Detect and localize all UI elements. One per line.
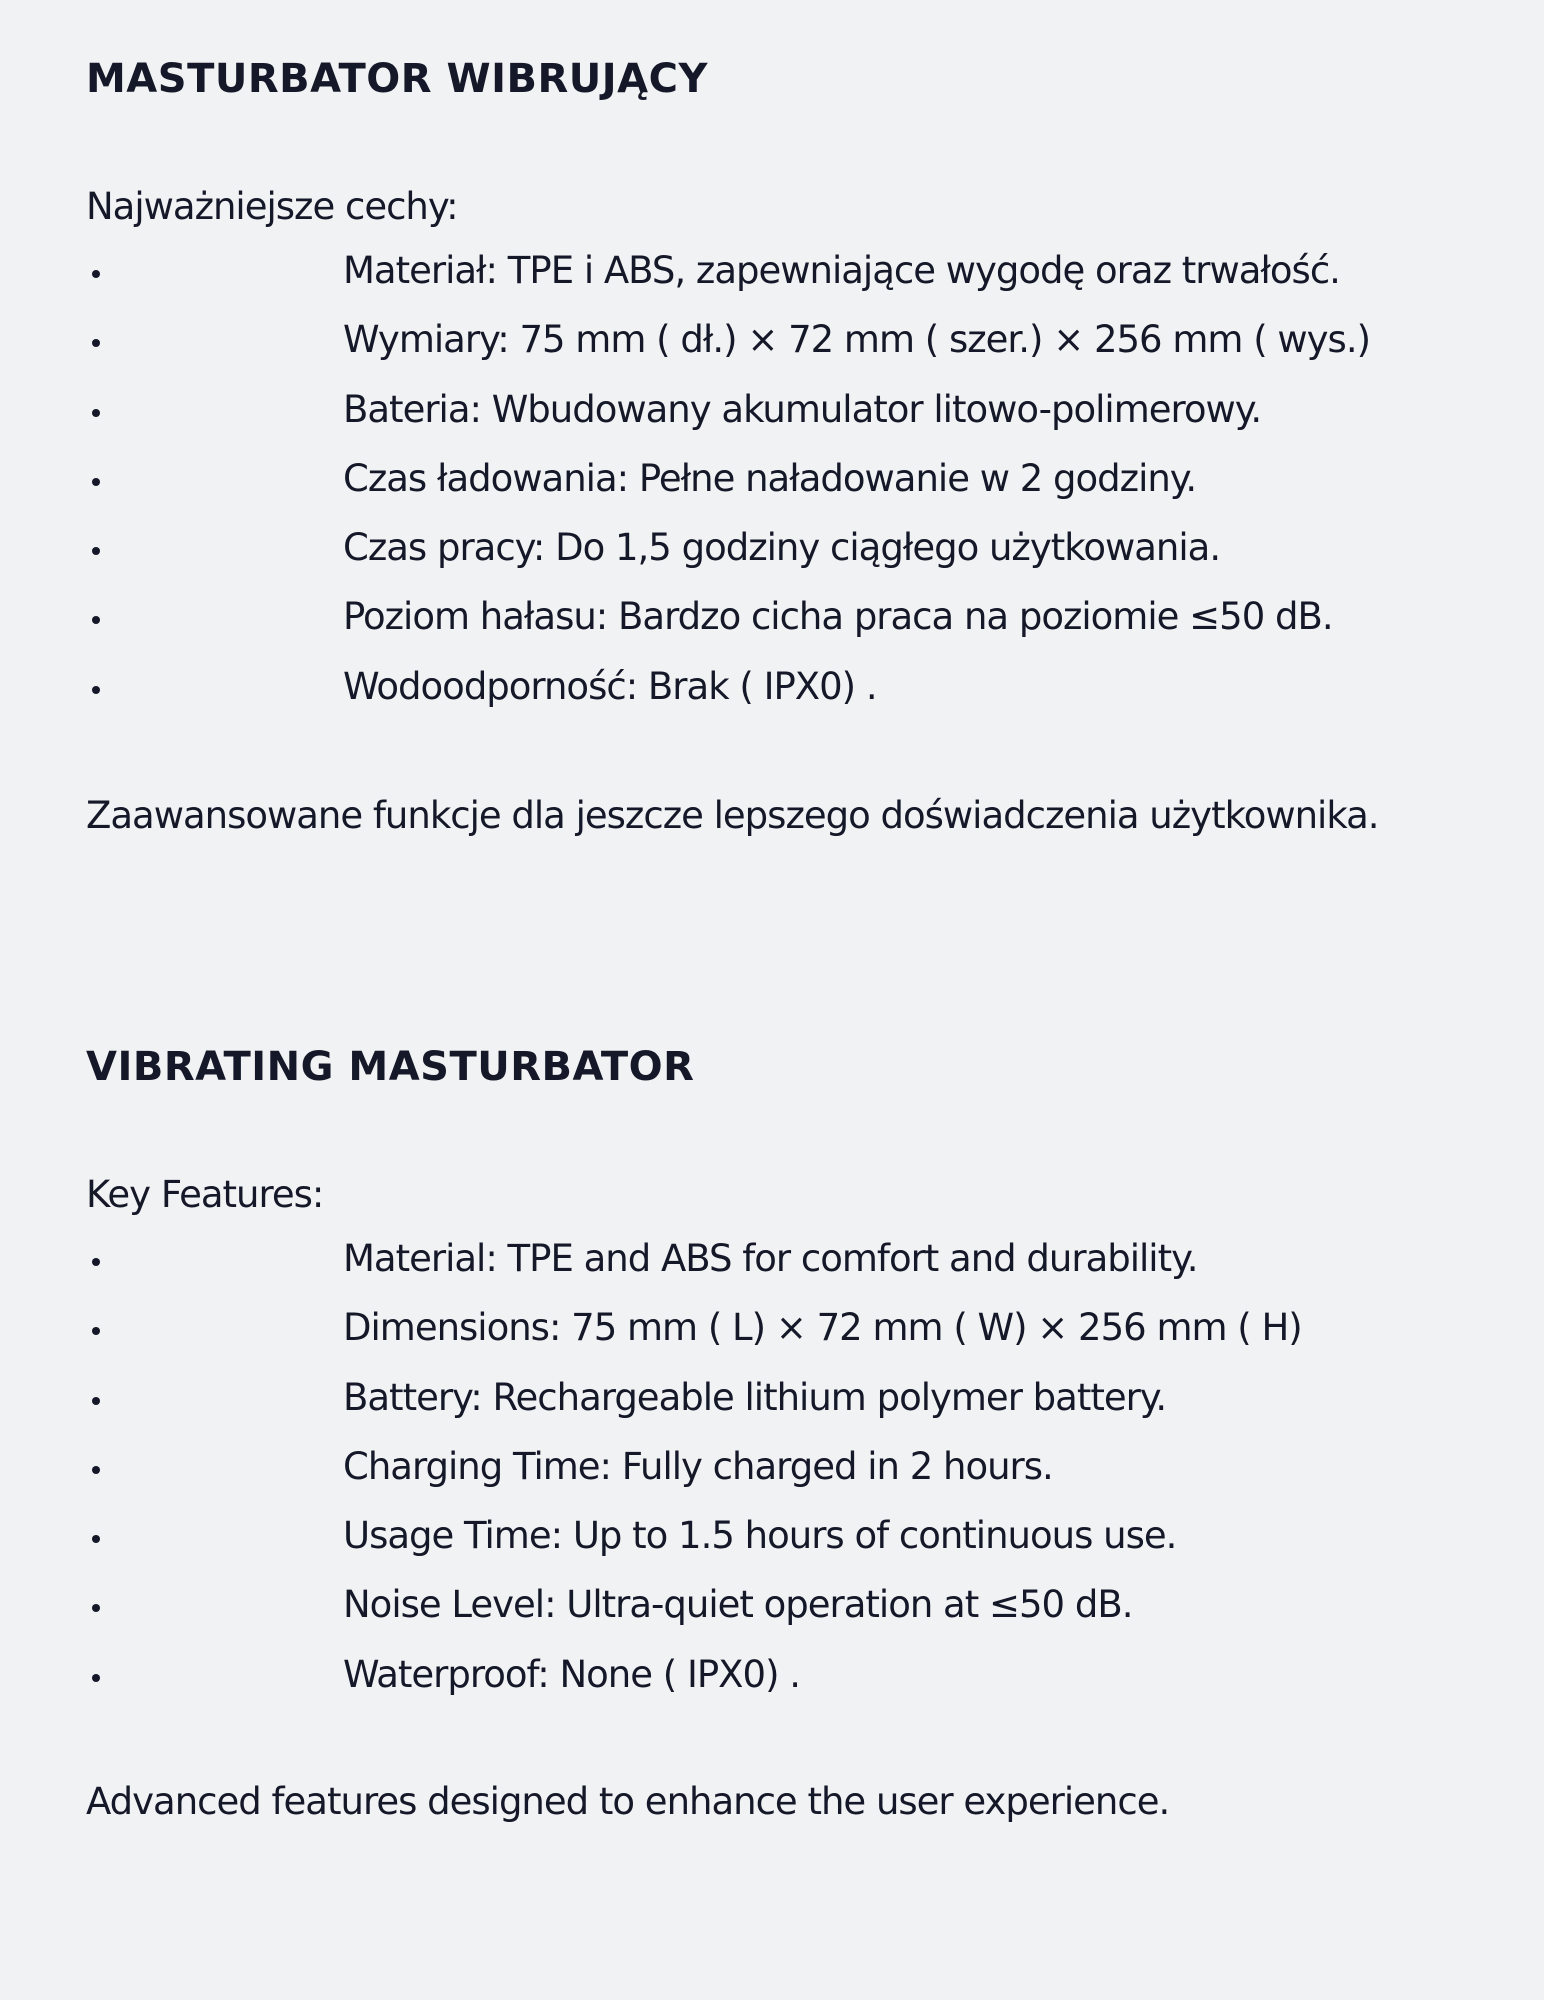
list-item bbox=[86, 1574, 1506, 1643]
bullet-icon bbox=[92, 1258, 100, 1266]
polish-footer: Zaawansowane funkcje dla jeszcze lepszego doświadczenia użytkownika. bbox=[86, 794, 1379, 838]
list-item bbox=[86, 309, 1506, 378]
bullet-icon bbox=[92, 1397, 100, 1405]
bullet-icon bbox=[92, 1674, 100, 1682]
list-item bbox=[86, 656, 1506, 725]
polish-section bbox=[86, 50, 1506, 845]
feature-text: Noise Level: Ultra-quiet operation at ≤50 dB. bbox=[343, 1583, 1133, 1627]
feature-text: Wodoodporność: Brak ( IPX0) . bbox=[343, 664, 877, 708]
list-item bbox=[86, 1228, 1506, 1297]
list-item bbox=[86, 586, 1506, 655]
list-item bbox=[86, 240, 1506, 309]
feature-text: Material: TPE and ABS for comfort and durability. bbox=[343, 1237, 1198, 1280]
feature-text: Czas pracy: Do 1,5 godziny ciągłego użytkowania. bbox=[343, 526, 1221, 570]
feature-text: Charging Time: Fully charged in 2 hours. bbox=[343, 1444, 1053, 1488]
feature-text: Poziom hałasu: Bardzo cicha praca na poziomie ≤50 dB. bbox=[343, 595, 1333, 639]
list-item bbox=[86, 1505, 1506, 1574]
bullet-icon bbox=[92, 1604, 100, 1612]
feature-text: Dimensions: 75 mm ( L) × 72 mm ( W) × 256 mm ( H) bbox=[343, 1306, 1302, 1350]
english-feature-list bbox=[86, 1228, 1506, 1713]
list-item bbox=[86, 1644, 1506, 1713]
polish-subtitle: Najważniejsze cechy: bbox=[86, 185, 458, 228]
english-subtitle: Key Features: bbox=[86, 1173, 324, 1216]
bullet-icon bbox=[92, 409, 100, 417]
bullet-icon bbox=[92, 547, 100, 555]
list-item bbox=[86, 379, 1506, 448]
bullet-icon bbox=[92, 1535, 100, 1543]
bullet-icon bbox=[92, 478, 100, 486]
list-item bbox=[86, 517, 1506, 586]
feature-text: Usage Time: Up to 1.5 hours of continuous use. bbox=[343, 1514, 1177, 1558]
feature-text: Battery: Rechargeable lithium polymer battery. bbox=[343, 1375, 1167, 1419]
english-title: VIBRATING MASTURBATOR bbox=[86, 1044, 695, 1090]
list-item bbox=[86, 1297, 1506, 1366]
bullet-icon bbox=[92, 616, 100, 624]
bullet-icon bbox=[92, 686, 100, 694]
polish-title: MASTURBATOR WIBRUJĄCY bbox=[86, 56, 708, 102]
list-item bbox=[86, 448, 1506, 517]
list-item bbox=[86, 1436, 1506, 1505]
bullet-icon bbox=[92, 1466, 100, 1474]
bullet-icon bbox=[92, 339, 100, 347]
feature-text: Waterproof: None ( IPX0) . bbox=[343, 1652, 801, 1696]
bullet-icon bbox=[92, 1327, 100, 1335]
list-item bbox=[86, 1367, 1506, 1436]
feature-text: Wymiary: 75 mm ( dł.) × 72 mm ( szer.) × 256 mm ( wys.) bbox=[343, 318, 1371, 362]
english-section bbox=[86, 1038, 1506, 1831]
english-footer: Advanced features designed to enhance the user experience. bbox=[86, 1780, 1170, 1824]
feature-text: Materiał: TPE i ABS, zapewniające wygodę oraz trwałość. bbox=[343, 249, 1340, 292]
feature-text: Czas ładowania: Pełne naładowanie w 2 godziny. bbox=[343, 456, 1197, 500]
polish-feature-list bbox=[86, 240, 1506, 725]
feature-text: Bateria: Wbudowany akumulator litowo-polimerowy. bbox=[343, 387, 1262, 431]
bullet-icon bbox=[92, 270, 100, 278]
